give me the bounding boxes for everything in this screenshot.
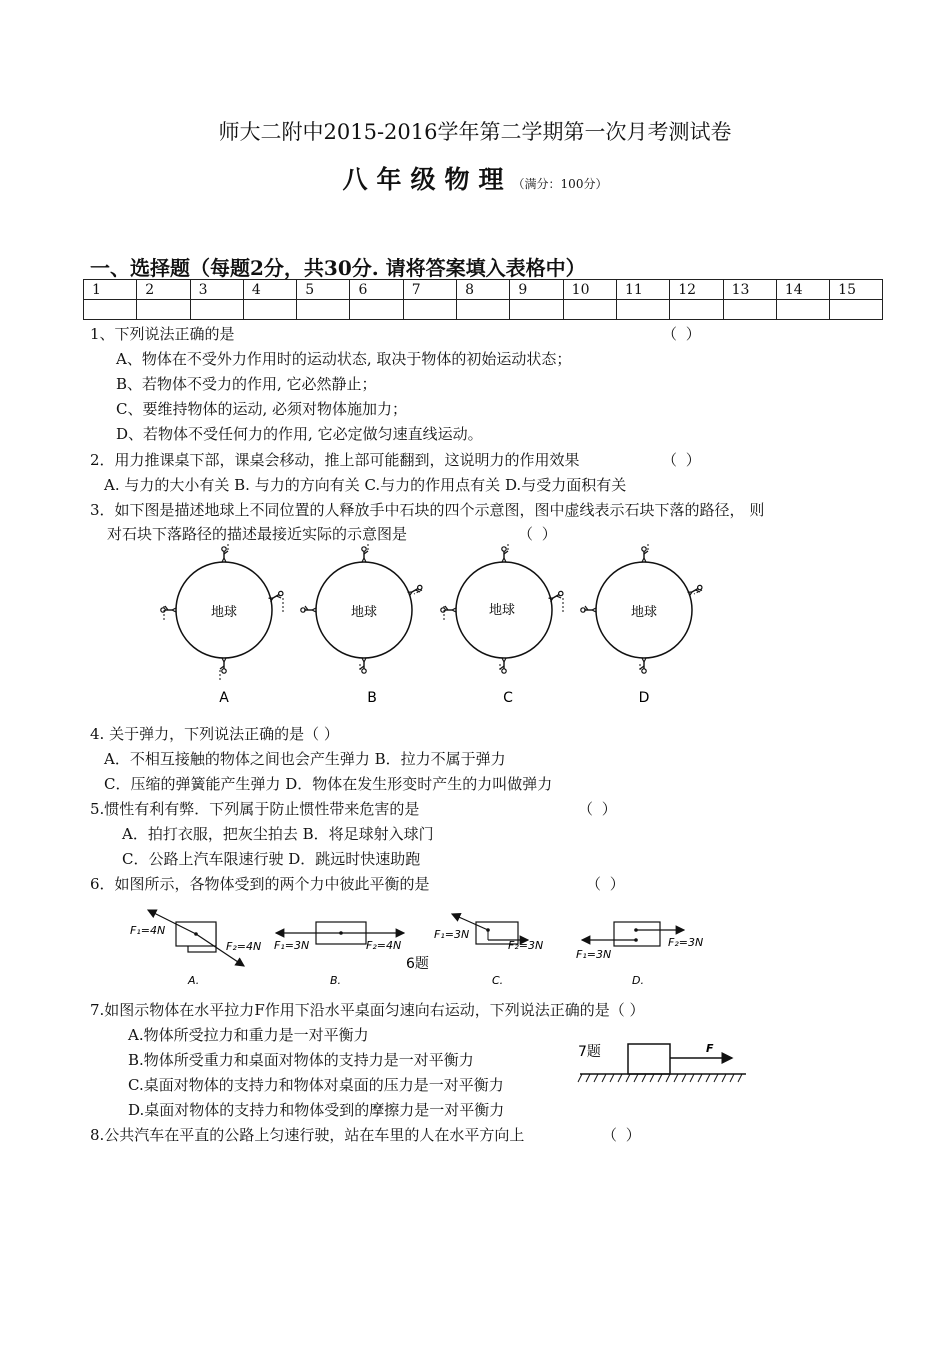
answer-number: 9 xyxy=(510,280,563,300)
earth-diagram-a xyxy=(161,542,285,706)
q7-stem: 7.如图示物体在水平拉力F作用下沿水平桌面匀速向右运动，下列说法正确的是（ ） xyxy=(90,1001,645,1019)
force-label: F xyxy=(706,1042,714,1055)
answer-number: 15 xyxy=(830,280,883,300)
q3-stem-line1: 3．如下图是描述地球上不同位置的人释放手中石块的四个示意图，图中虚线表示石块下落的路径， 则 xyxy=(90,501,765,519)
earth-label: 地球 xyxy=(630,605,658,620)
answer-number: 2 xyxy=(137,280,190,300)
q2-stem: 2．用力推课桌下部，课桌会移动，推上部可能翻到，这说明力的作用效果 xyxy=(90,451,580,469)
q7-figure xyxy=(576,1036,750,1086)
q3-earth-figures xyxy=(150,540,730,710)
figure-label: A. xyxy=(188,974,200,987)
q7-option-c: C.桌面对物体的支持力和物体对桌面的压力是一对平衡力 xyxy=(128,1076,504,1094)
answer-number: 13 xyxy=(723,280,776,300)
figure-label-c: C xyxy=(503,690,513,706)
score-note: （满分：100分） xyxy=(512,177,608,191)
q5-answer-paren: （ ） xyxy=(578,800,619,818)
earth-diagram-d xyxy=(581,542,704,706)
force-diagram-a xyxy=(130,910,261,987)
q3-answer-paren: （ ） xyxy=(518,525,559,543)
answer-number: 11 xyxy=(616,280,669,300)
figure-label: D. xyxy=(632,974,644,987)
section-heading: 一、选择题（每题2分，共30分. 请将答案填入表格中） xyxy=(90,256,586,280)
answer-number: 10 xyxy=(563,280,616,300)
answer-number: 4 xyxy=(243,280,296,300)
answer-cell[interactable] xyxy=(297,300,350,320)
force-label-f2: F₂=3N xyxy=(508,939,544,952)
figure-label: B. xyxy=(330,974,342,987)
answer-cell[interactable] xyxy=(670,300,723,320)
force-diagram-c xyxy=(434,914,543,987)
q1-answer-paren: （ ） xyxy=(662,325,703,343)
q1-option-d: D、若物体不受任何力的作用, 它必定做匀速直线运动。 xyxy=(116,425,483,443)
force-label-f1: F₁=3N xyxy=(434,928,470,941)
q6-force-figures xyxy=(128,902,718,994)
q8-answer-paren: （ ） xyxy=(602,1126,643,1144)
force-diagram-d xyxy=(576,922,703,987)
q8-stem: 8.公共汽车在平直的公路上匀速行驶，站在车里的人在水平方向上 xyxy=(90,1126,525,1144)
q5-options-line2: C．公路上汽车限速行驶 D．跳远时快速助跑 xyxy=(122,850,421,868)
q2-answer-paren: （ ） xyxy=(662,451,703,469)
answer-number-row xyxy=(84,280,883,300)
answer-cell[interactable] xyxy=(350,300,403,320)
exam-title: 师大二附中2015-2016学年第二学期第一次月考测试卷 xyxy=(218,120,732,144)
q7-option-b: B.物体所受重力和桌面对物体的支持力是一对平衡力 xyxy=(128,1051,474,1069)
answer-number: 8 xyxy=(457,280,510,300)
q1-option-a: A、物体在不受外力作用时的运动状态, 取决于物体的初始运动状态； xyxy=(116,350,572,368)
q6-stem: 6．如图所示，各物体受到的两个力中彼此平衡的是 xyxy=(90,875,430,893)
earth-diagram-b xyxy=(301,542,424,706)
answer-number: 14 xyxy=(776,280,829,300)
q3-stem-line2: 对石块下落路径的描述最接近实际的示意图是 xyxy=(107,525,408,543)
answer-cell[interactable] xyxy=(457,300,510,320)
answer-blank-row xyxy=(84,300,883,320)
answer-cell[interactable] xyxy=(776,300,829,320)
answer-cell[interactable] xyxy=(403,300,456,320)
answer-number: 5 xyxy=(297,280,350,300)
earth-label: 地球 xyxy=(350,605,378,620)
q7-figure-caption: 7题 xyxy=(578,1044,601,1060)
answer-cell[interactable] xyxy=(830,300,883,320)
earth-label: 地球 xyxy=(210,605,238,620)
q6-answer-paren: （ ） xyxy=(586,875,627,893)
figure-label: C. xyxy=(492,974,504,987)
earth-diagram-c xyxy=(441,542,565,706)
force-label-f2: F₂=4N xyxy=(366,939,402,952)
answer-number: 7 xyxy=(403,280,456,300)
force-label-f1: F₁=3N xyxy=(274,939,310,952)
q7-option-d: D.桌面对物体的支持力和物体受到的摩擦力是一对平衡力 xyxy=(128,1101,505,1119)
q2-options: A. 与力的大小有关 B. 与力的方向有关 C.与力的作用点有关 D.与受力面积有关 xyxy=(104,476,627,494)
force-label-f2: F₂=4N xyxy=(226,940,262,953)
q1-option-c: C、要维持物体的运动, 必须对物体施加力； xyxy=(116,400,408,418)
q6-figure-caption: 6题 xyxy=(406,956,429,972)
figure-label-a: A xyxy=(219,690,229,706)
answer-cell[interactable] xyxy=(84,300,137,320)
q7-option-a: A.物体所受拉力和重力是一对平衡力 xyxy=(128,1026,369,1044)
q4-options-line2: C．压缩的弹簧能产生弹力 D．物体在发生形变时产生的力叫做弹力 xyxy=(104,775,553,793)
answer-cell[interactable] xyxy=(510,300,563,320)
exam-subtitle xyxy=(0,160,950,196)
q1-stem: 1、下列说法正确的是 xyxy=(90,325,235,343)
q1-option-b: B、若物体不受力的作用, 它必然静止； xyxy=(116,375,377,393)
force-label-f1: F₁=3N xyxy=(576,948,612,961)
subject-title: 八年级物理 xyxy=(342,165,513,194)
surface-hatching xyxy=(578,1074,742,1082)
answer-cell[interactable] xyxy=(137,300,190,320)
figure-label-b: B xyxy=(367,690,377,706)
answer-cell[interactable] xyxy=(243,300,296,320)
force-label-f2: F₂=3N xyxy=(668,936,704,949)
force-diagram-b xyxy=(274,922,404,987)
answer-number: 1 xyxy=(84,280,137,300)
figure-label-d: D xyxy=(638,690,650,706)
answer-number: 6 xyxy=(350,280,403,300)
q5-stem: 5.惯性有利有弊．下列属于防止惯性带来危害的是 xyxy=(90,800,420,818)
force-label-f1: F₁=4N xyxy=(130,924,166,937)
earth-label: 地球 xyxy=(488,603,516,618)
answer-cell[interactable] xyxy=(723,300,776,320)
answer-cell[interactable] xyxy=(190,300,243,320)
block xyxy=(628,1044,670,1074)
answer-cell[interactable] xyxy=(616,300,669,320)
q5-options-line1: A．拍打衣服，把灰尘拍去 B．将足球射入球门 xyxy=(122,825,434,843)
q4-stem: 4. 关于弹力，下列说法正确的是（ ） xyxy=(90,725,339,743)
q4-options-line1: A．不相互接触的物体之间也会产生弹力 B．拉力不属于弹力 xyxy=(104,750,506,768)
answer-cell[interactable] xyxy=(563,300,616,320)
answer-table xyxy=(83,279,883,320)
answer-number: 12 xyxy=(670,280,723,300)
answer-number: 3 xyxy=(190,280,243,300)
